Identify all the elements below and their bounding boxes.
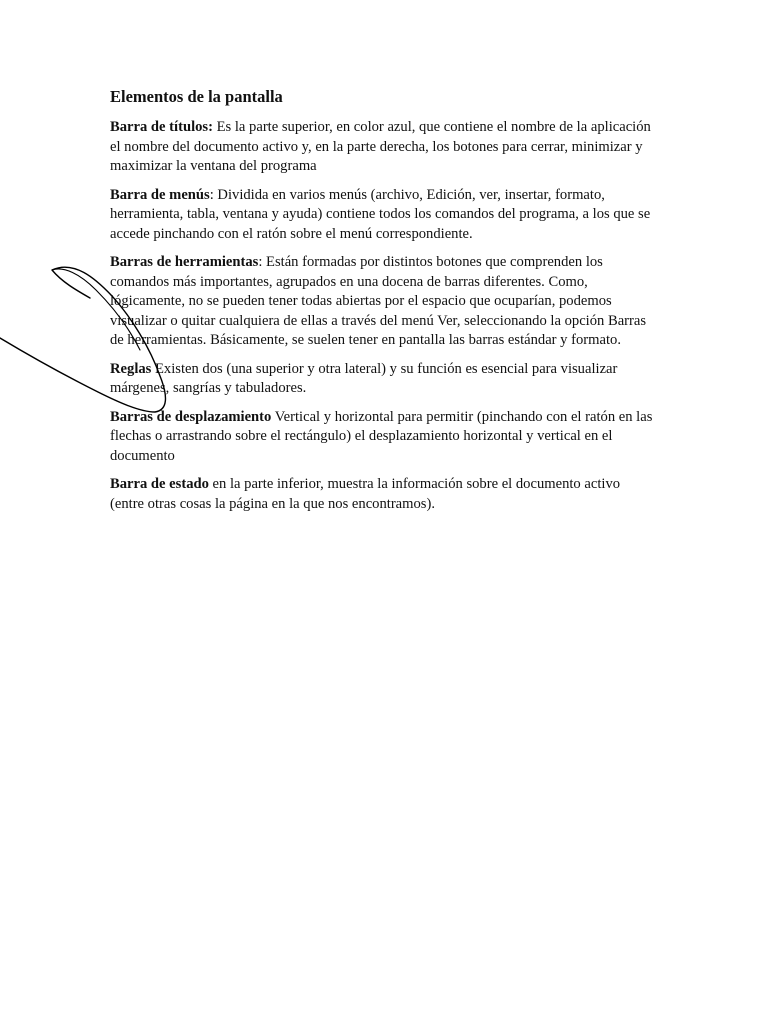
section-text: Es la parte superior, en color azul, que contiene el nombre de la aplicación el nombre del documento activo y, en la parte derecha, los botones para cerrar, minimizar y maximizar la ventana del programa <box>110 119 651 174</box>
section-text: Existen dos (una superior y otra lateral) y su función es esencial para visualizar márgenes, sangrías y tabuladores. <box>110 360 618 396</box>
section-barra-estado <box>110 475 655 514</box>
section-term: Barra de estado <box>110 476 209 492</box>
document-body <box>110 86 655 523</box>
section-barra-menus <box>110 186 655 245</box>
section-barras-desplazamiento <box>110 408 655 467</box>
section-term: Barras de herramientas <box>110 254 259 270</box>
section-barras-herramientas <box>110 253 655 351</box>
section-term: Barras de desplazamiento <box>110 408 272 425</box>
section-term: Barra de títulos: <box>110 119 213 135</box>
section-text: Vertical y horizontal para permitir (pinchando con el ratón en las flechas o arrastrando sobre el rectángulo) el desplazamiento horizontal y vertical en el documento <box>110 408 653 464</box>
document-title: Elementos de la pantalla <box>110 87 283 106</box>
section-text: : Dividida en varios menús (archivo, Edición, ver, insertar, formato, herramienta, tabla, ventana y ayuda) contiene todos los comandos del programa, a los que se accede pinchando con el ratón sobre el menú correspondiente. <box>110 186 651 242</box>
section-text: : Están formadas por distintos botones que comprenden los comandos más importantes, agrupados en una docena de barras diferentes. Como, lógicamente, no se pueden tener todas abiertas por el espacio que ocuparían, podemos visualizar o quitar cualquiera de ellas a través del menú Ver, seleccionando la opción Barras de herramientas. Básicamente, se suelen tener en pantalla las barras estándar y formato. <box>110 254 647 348</box>
section-reglas <box>110 360 655 399</box>
section-term: Barra de menús <box>110 186 210 203</box>
section-text: en la parte inferior, muestra la información sobre el documento activo (entre otras cosas la página en la que nos encontramos). <box>110 476 621 512</box>
section-term: Reglas <box>110 360 152 377</box>
section-barra-titulos <box>110 118 655 177</box>
